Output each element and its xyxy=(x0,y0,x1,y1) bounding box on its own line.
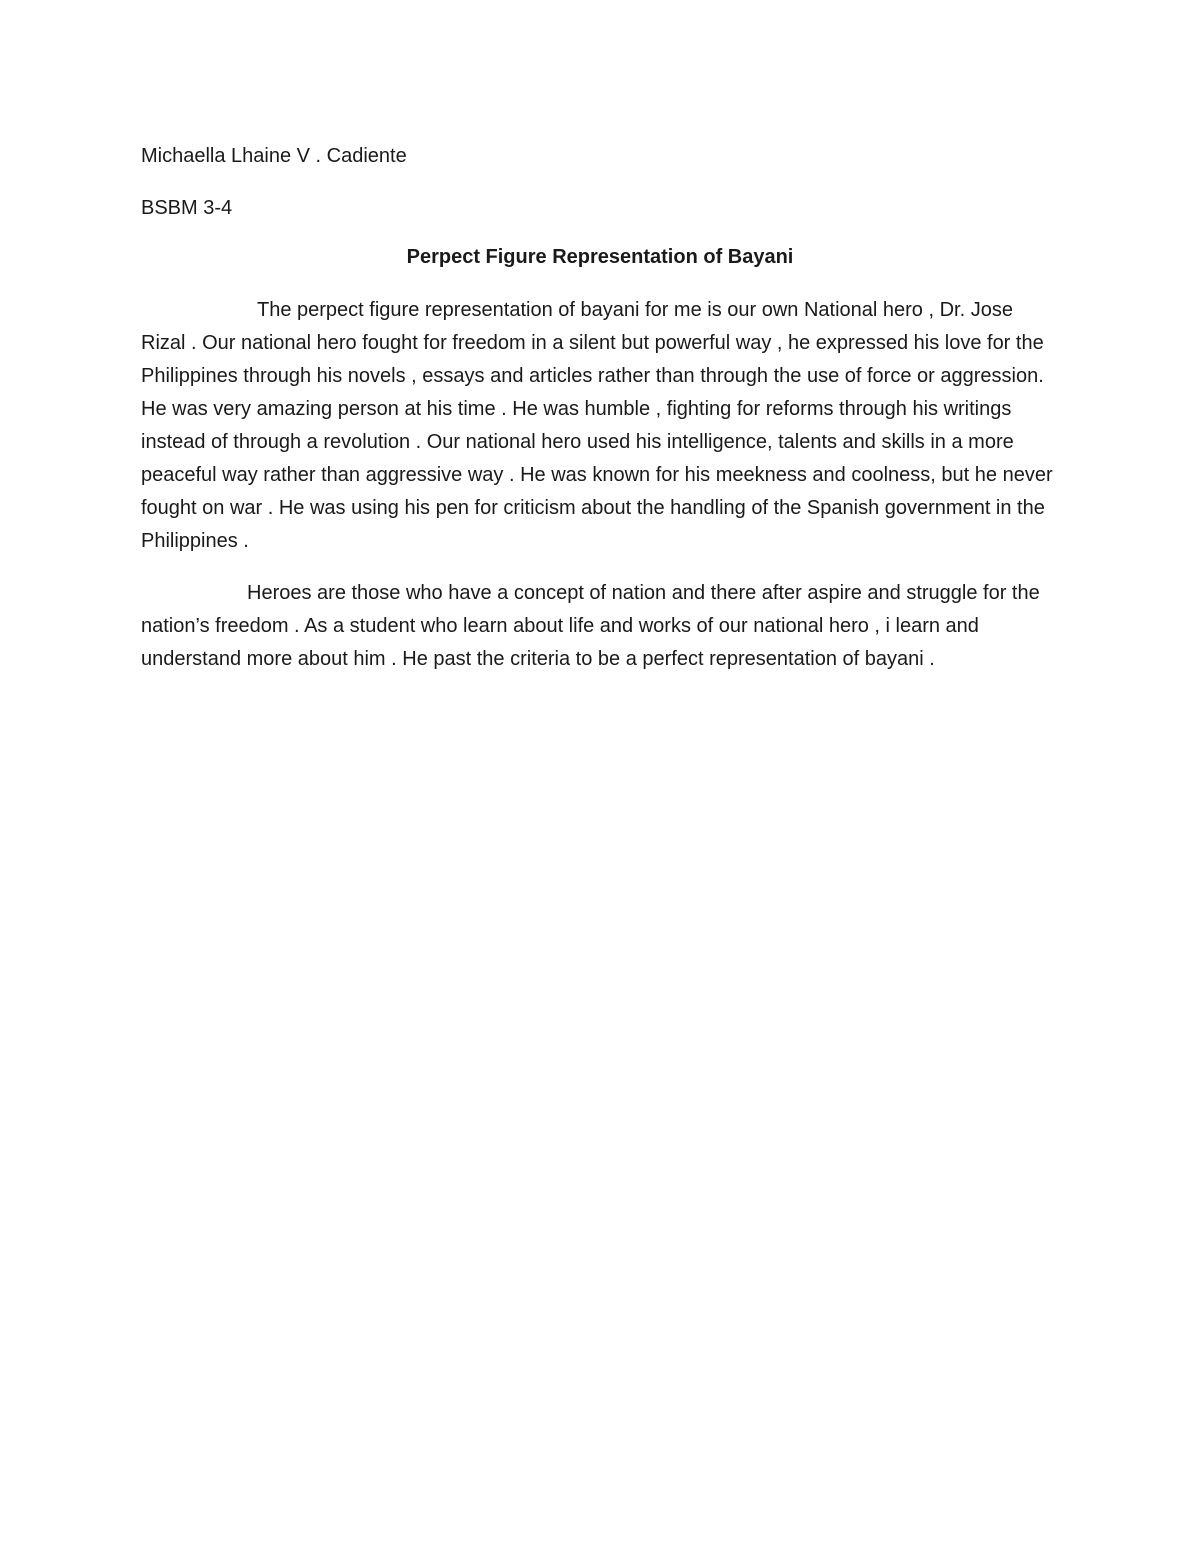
author-name: Michaella Lhaine V . Cadiente xyxy=(141,145,407,167)
class-section: BSBM 3-4 xyxy=(141,197,233,219)
essay-paragraph-1: The perpect figure representation of bayani for me is our own National hero , Dr. Jose Rizal . Our national hero fought for freedom in a silent but powerful way , he expressed his love for the Philippines through his novels , essays and articles rather than through the use of force or aggression. He was very amazing person at his time . He was humble , fighting for reforms through his writings instead of through a revolution . Our national hero used his intelligence, talents and skills in a more peaceful way rather than aggressive way . He was known for his meekness and coolness, but he never fought on war . He was using his pen for criticism about the handling of the Spanish government in the Philippines . xyxy=(141,299,1053,552)
essay-paragraph-2: Heroes are those who have a concept of nation and there after aspire and struggle for the nation’s freedom . As a student who learn about life and works of our national hero , i learn and understand more about him . He past the criteria to be a perfect representation of bayani . xyxy=(141,582,1040,670)
essay-title: Perpect Figure Representation of Bayani xyxy=(406,246,794,268)
